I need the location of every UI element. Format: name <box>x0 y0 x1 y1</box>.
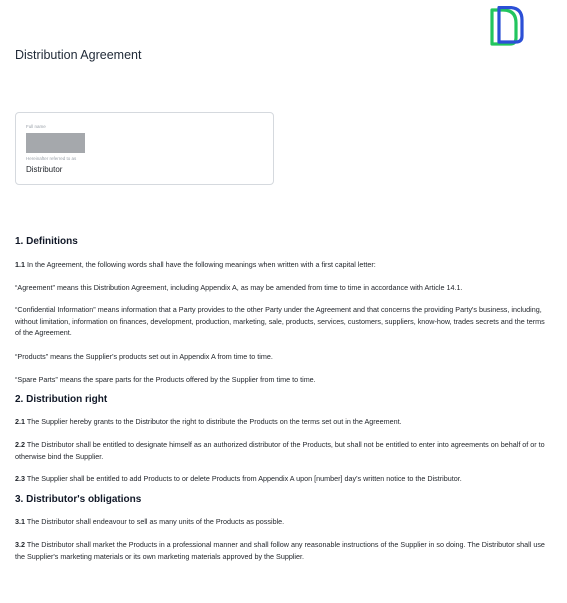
section-heading: 2. Distribution right <box>15 393 108 405</box>
clause-number: 2.2 <box>15 440 25 449</box>
full-name-label: Full name <box>26 124 46 129</box>
clause-number: 2.1 <box>15 416 25 426</box>
clause-text: The Distributor shall market the Products in a professional manner and shall follow any reasonable instructions of the Supplier in so doing. The Distributor shall use the Supplier's marketing materials or its own marketing materials approved by the Supplier. <box>15 540 545 561</box>
document-body <box>15 236 550 562</box>
party-role-value: Distributor <box>26 165 63 174</box>
redacted-full-name <box>26 133 85 153</box>
clause-paragraph <box>15 539 550 562</box>
clause-number: 3.1 <box>15 516 25 526</box>
definition-paragraph <box>15 304 550 339</box>
clause-paragraph <box>15 516 550 528</box>
clause-text: “Products” means the Supplier's products set out in Appendix A from time to time. <box>15 351 273 361</box>
party-card[interactable] <box>15 112 274 185</box>
clause-paragraph <box>15 439 550 462</box>
document-title: Distribution Agreement <box>15 48 142 62</box>
clause-number: 1.1 <box>15 260 25 269</box>
section-heading: 1. Definitions <box>15 236 78 247</box>
clause-text: The Distributor shall endeavour to sell as many units of the Products as possible. <box>26 516 285 526</box>
document-logo-icon <box>489 6 525 48</box>
clause-number: 3.2 <box>15 540 25 549</box>
hereinafter-label: Hereinafter referred to as <box>26 156 77 161</box>
definition-paragraph <box>15 351 550 363</box>
definition-paragraph <box>15 282 550 294</box>
definition-paragraph <box>15 374 550 386</box>
clause-paragraph <box>15 416 550 428</box>
clause-text: In the Agreement, the following words shall have the following meanings when written with a first capital letter: <box>27 260 376 269</box>
clause-text: “Confidential Information” means information that a Party provides to the other Party under the Agreement and that concerns the providing Party's business, including, without limitation, information on finances, development, production, marketing, sale, products, services, customers, suppliers, know-how, trades secrets and the terms of the Agreement. <box>15 305 545 337</box>
clause-paragraph <box>15 473 550 485</box>
clause-text: “Spare Parts” means the spare parts for the Products offered by the Supplier from time to time. <box>15 375 316 384</box>
clause-number: 2.3 <box>15 474 25 483</box>
clause-text: The Distributor shall be entitled to designate himself as an authorized distributor of the Products, but shall not be entitled to enter into agreements on behalf of or to otherwise bind the Supplier. <box>15 440 545 461</box>
section-heading: 3. Distributor's obligations <box>15 493 142 505</box>
clause-paragraph <box>15 259 550 271</box>
clause-text: “Agreement” means this Distribution Agreement, including Appendix A, as may be amended from time to time in accordance with Article 14.1. <box>15 282 463 292</box>
clause-text: The Supplier shall be entitled to add Products to or delete Products from Appendix A upon [number] day's written notice to the Distributor. <box>26 474 462 483</box>
clause-text: The Supplier hereby grants to the Distributor the right to distribute the Products on the terms set out in the Agreement. <box>26 416 402 426</box>
